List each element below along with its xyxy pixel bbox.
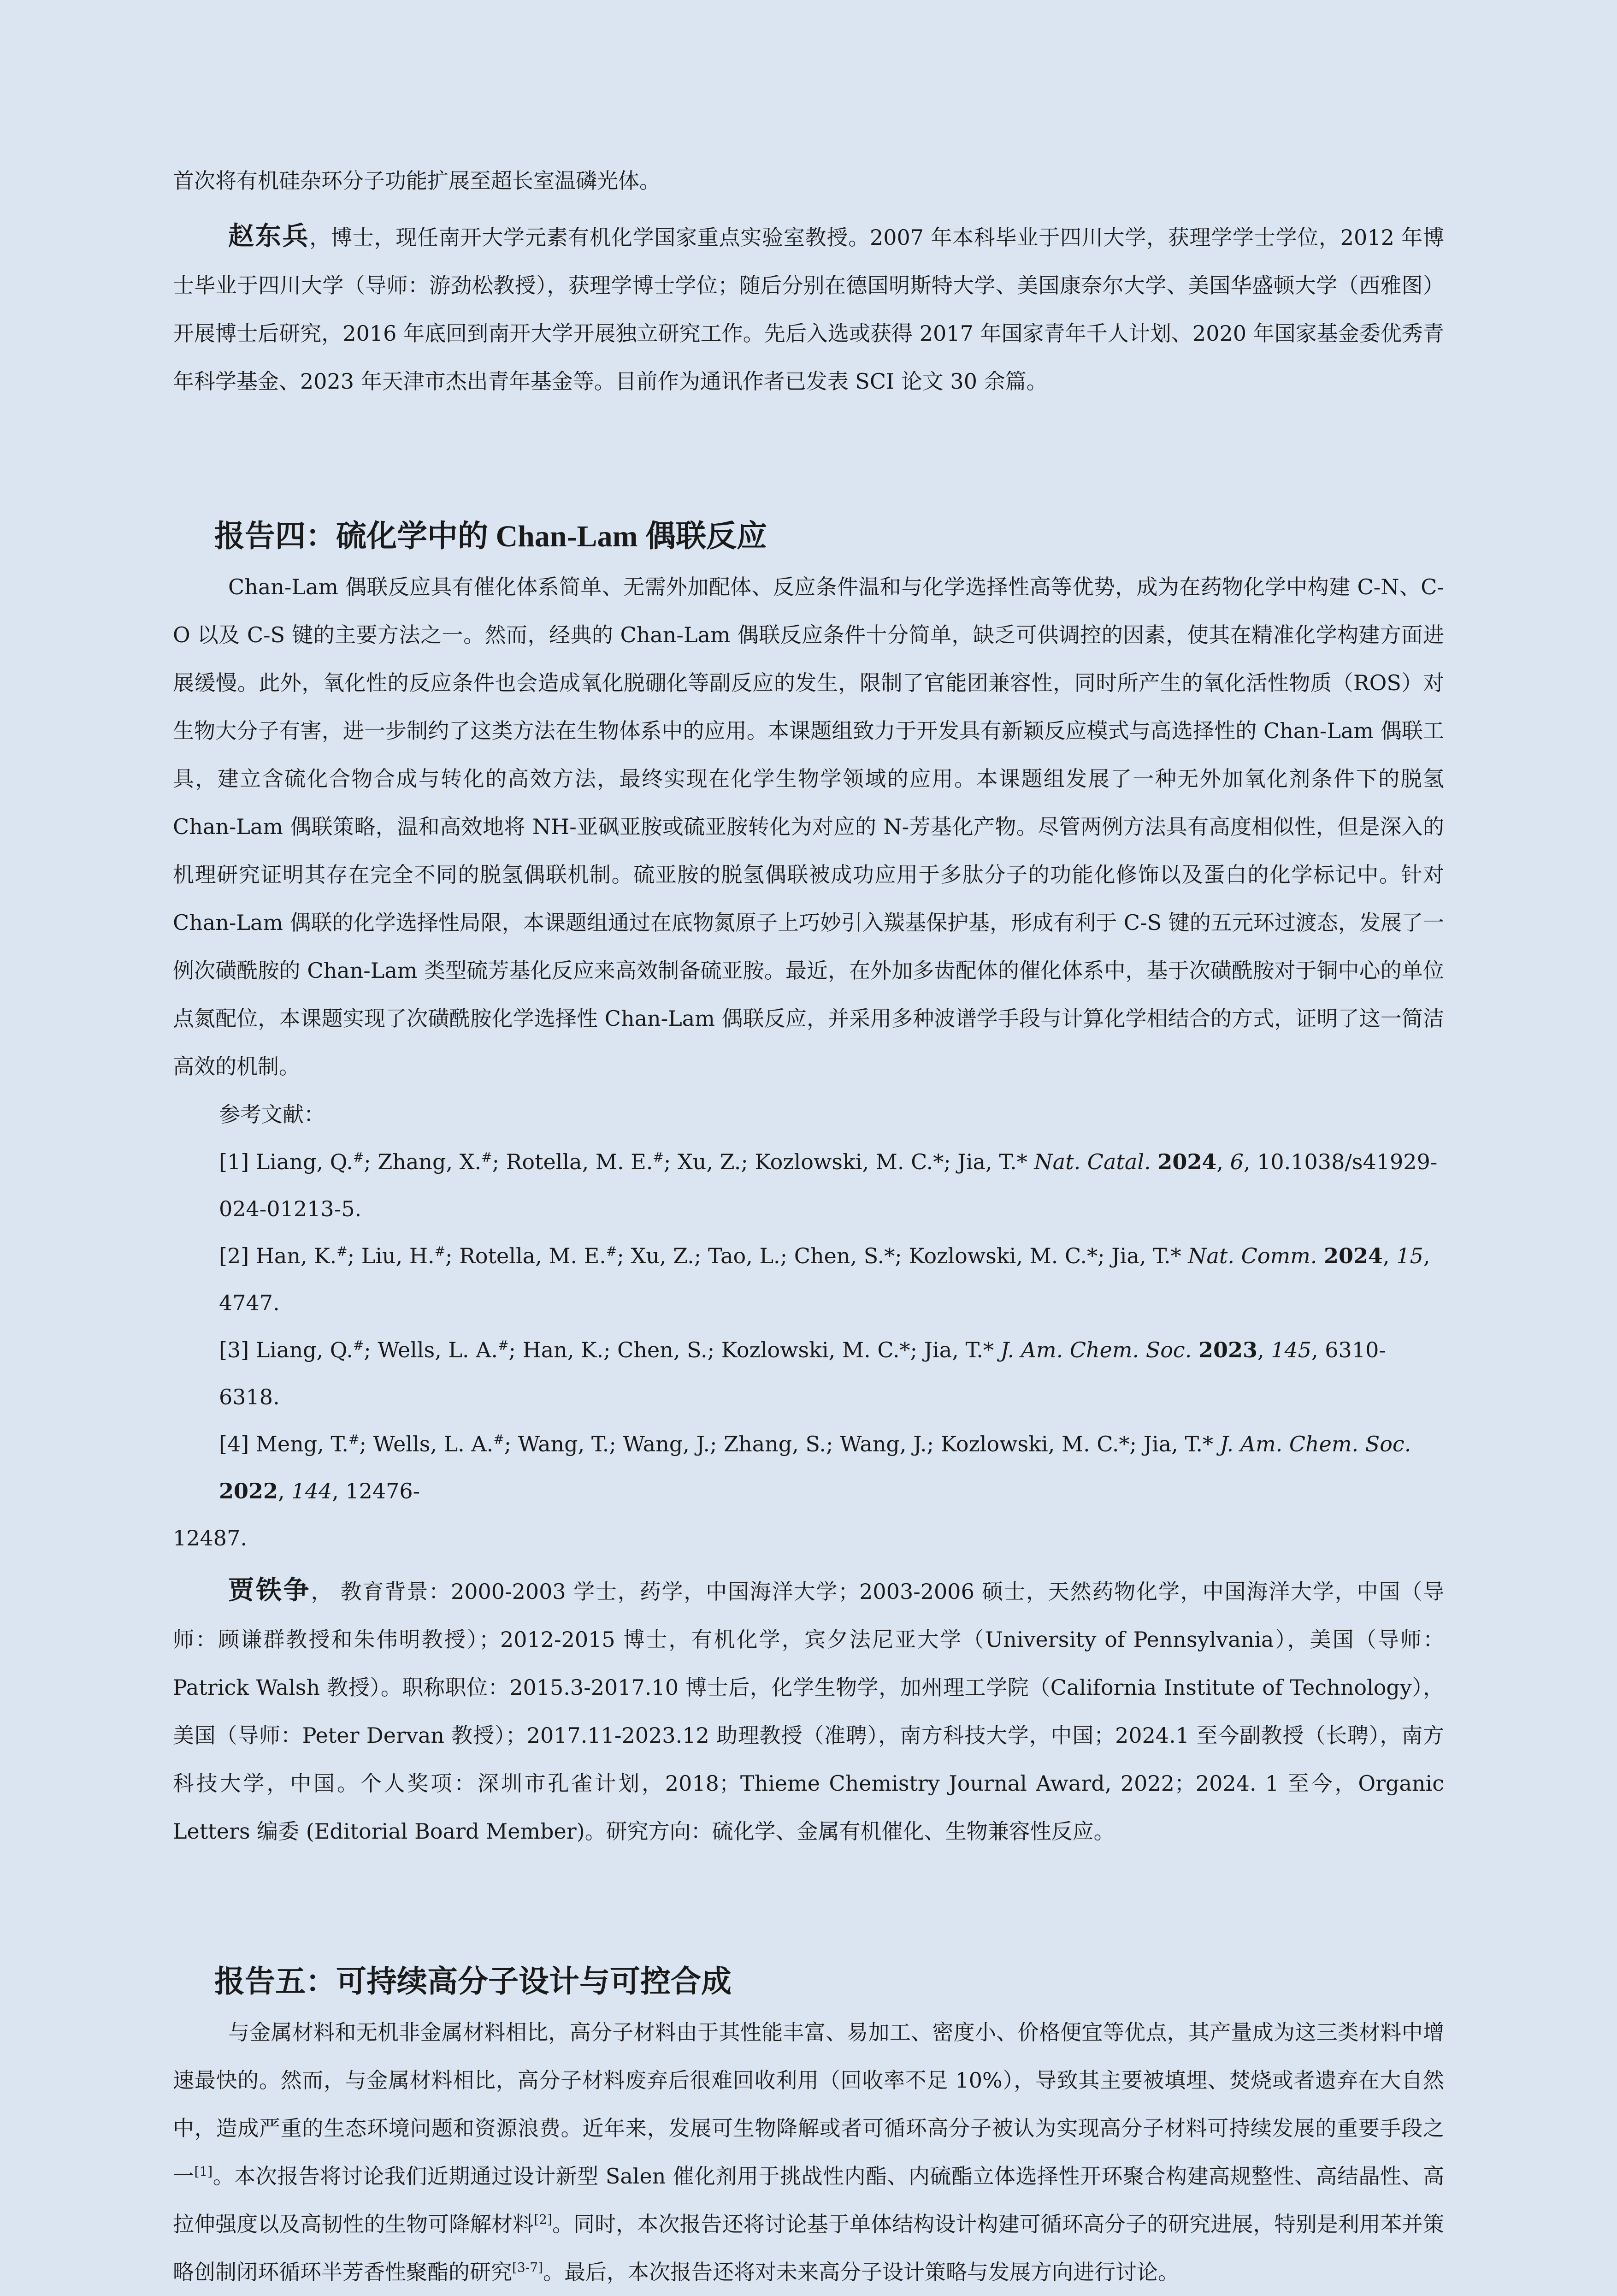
report4-title: 报告四：硫化学中的 Chan-Lam 偶联反应 [214,520,767,553]
report4-abstract: Chan-Lam 偶联反应具有催化体系简单、无需外加配体、反应条件温和与化学选择性高等优势，成为在药物化学中构建 C-N、C-O 以及 C-S 键的主要方法之一。然而，经典的 Chan-Lam 偶联反应条件十分简单，缺乏可供调控的因素，使其在精准化学构建方面进展缓慢。此外，氧化性的反应条件也会造成氧化脱硼化等副反应的发生，限制了官能团兼容性，同时所产生的氧化活性物质（ROS）对生物大分子有害，进一步制约了这类方法在生物体系中的应用。本课题组致力于开发具有新颖反应模式与高选择性的 Chan-Lam 偶联工具，建立含硫化合物合成与转化的高效方法，最终实现在化学生物学领域的应用。本课题组发展了一种无外加氧化剂条件下的脱氢 Chan-Lam 偶联策略，温和高效地将 NH-亚砜亚胺或硫亚胺转化为对应的 N-芳基化产物。尽管两例方法具有高度相似性，但是深入的机理研究证明其存在完全不同的脱氢偶联机制。硫亚胺的脱氢偶联被成功应用于多肽分子的功能化修饰以及蛋白的化学标记中。针对 Chan-Lam 偶联的化学选择性局限，本课题组通过在底物氮原子上巧妙引入羰基保护基，形成有利于 C-S 键的五元环过渡态，发展了一例次磺酰胺的 Chan-Lam 类型硫芳基化反应来高效制备硫亚胺。最近，在外加多齿配体的催化体系中，基于次磺酰胺对于铜中心的单位点氮配位，本课题实现了次磺酰胺化学选择性 Chan-Lam 偶联反应，并采用多种波谱学手段与计算化学相结合的方式，证明了这一简洁高效的机制。 [173,574,1444,1079]
citation: [3-7] [512,2260,543,2275]
bio-jia-text: ， 教育背景：2000-2003 学士，药学，中国海洋大学；2003-2006 硕士，天然药物化学，中国海洋大学，中国（导师：顾谦群教授和朱伟明教授）；2012-2015 博士，有机化学，宾夕法尼亚大学（University of Pennsylvania），美国（导师：Patrick Walsh 教授）。职称职位：2015.3-2017.10 博士后，化学生物学，加州理工学院（California Institute of Technology），美国（导师：Peter Dervan 教授）；2017.11-2023.12 助理教授（准聘），南方科技大学，中国；2024.1 至今副教授（长聘），南方科技大学，中国。个人奖项：深圳市孔雀计划，2018；Thieme Chemistry Journal Award, 2022；2024. 1 至今，Organic Letters 编委 (Editorial Board Member)。研究方向：硫化学、金属有机催化、生物兼容性反应。 [173,1579,1445,1844]
report5-title: 报告五：可持续高分子设计与可控合成 [214,1965,732,1999]
reference-item: [1] Liang, Q.#; Zhang, X.#; Rotella, M. E.#; Xu, Z.; Kozlowski, M. C.*; Jia, T.* Nat. Catal. 2024, 6, 10.1038/s41929-024-01213-5. [219,1149,1438,1221]
reference-item: [4] Meng, T.#; Wells, L. A.#; Wang, T.; Wang, J.; Zhang, S.; Wang, J.; Kozlowski, M. C.*; Jia, T.* J. Am. Chem. Soc. 2022, 144, 12476- [219,1432,1411,1503]
citation: [1] [194,2164,213,2179]
report5-abstract: 与金属材料和无机非金属材料相比，高分子材料由于其性能丰富、易加工、密度小、价格便宜等优点，其产量成为这三类材料中增速最快的。然而，与金属材料相比，高分子材料废弃后很难回收利用（回收率不足 10%），导致其主要被填埋、焚烧或者遗弃在大自然中，造成严重的生态环境问题和资源浪费。近年来，发展可生物降解或者可循环高分子被认为实现高分子材料可持续发展的重要手段之一[1]。本次报告将讨论我们近期通过设计新型 Salen 催化剂用于挑战性内酯、内硫酯立体选择性开环聚合构建高规整性、高结晶性、高拉伸强度以及高韧性的生物可降解材料[2]。同时，本次报告还将讨论基于单体结构设计构建可循环高分子的研究进展，特别是利用苯并策略创制闭环循环半芳香性聚酯的研究[3-7]。最后，本次报告还将对未来高分子设计策略与发展方向进行讨论。 [173,2020,1445,2284]
bio-zhao [173,212,1444,405]
bio-jia-name: 贾铁争 [228,1575,311,1605]
bio-zhao-name: 赵东兵 [228,221,310,251]
bio-jia [173,1566,1444,1855]
reference-item: [2] Han, K.#; Liu, H.#; Rotella, M. E.#; Xu, Z.; Tao, L.; Chen, S.*; Kozlowski, M. C.*; Jia, T.* Nat. Comm. 2024, 15, 4747. [219,1243,1430,1315]
intro-tail-text: 首次将有机硅杂环分子功能扩展至超长室温磷光体。 [173,168,661,193]
references-label: 参考文献： [219,1102,325,1127]
bio-zhao-text: ，博士，现任南开大学元素有机化学国家重点实验室教授。2007 年本科毕业于四川大学，获理学学士学位，2012 年博士毕业于四川大学（导师：游劲松教授），获理学博士学位；随后分别在德国明斯特大学、美国康奈尔大学、美国华盛顿大学（西雅图）开展博士后研究，2016 年底回到南开大学开展独立研究工作。先后入选或获得 2017 年国家青年千人计划、2020 年国家基金委优秀青年科学基金、2023 年天津市杰出青年基金等。目前作为通讯作者已发表 SCI 论文 30 余篇。 [173,225,1444,394]
citation: [2] [534,2212,552,2227]
reference-item: [3] Liang, Q.#; Wells, L. A.#; Han, K.; Chen, S.; Kozlowski, M. C.*; Jia, T.* J. Am. Chem. Soc. 2023, 145, 6310-6318. [219,1337,1386,1409]
reference-item-continuation: 12487. [173,1526,247,1550]
